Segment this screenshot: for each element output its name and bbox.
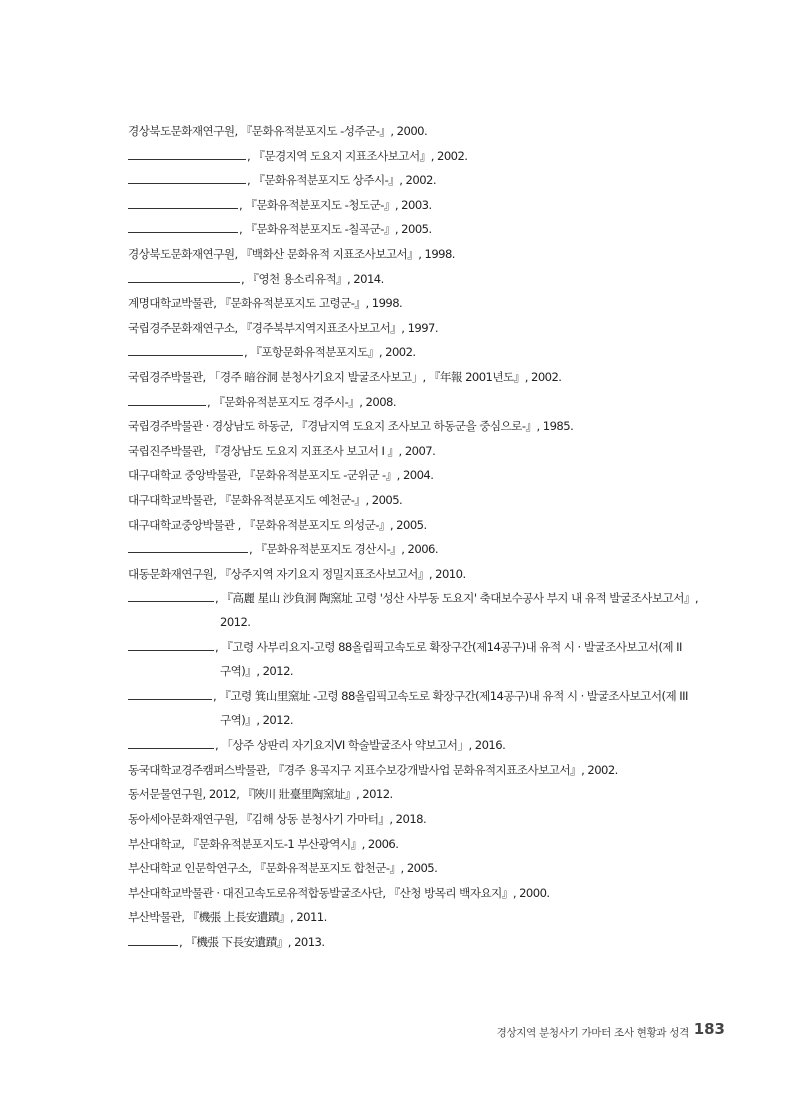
same-author-dash — [128, 171, 246, 184]
same-author-dash — [128, 220, 238, 233]
reference-text: , 『고령 사부리요지-고령 88올림픽고속도로 확장구간(제14공구)내 유적 시 · 발굴조사보고서(제 II — [215, 640, 682, 655]
reference-text: 계명대학교박물관, 『문화유적분포지도 고령군-』, 1998. — [128, 296, 403, 311]
reference-entry — [128, 220, 748, 245]
same-author-dash — [128, 343, 243, 356]
reference-entry — [128, 442, 748, 467]
reference-text: 국립경주박물관, 「경주 暗谷洞 분청사기요지 발굴조사보고」, 『年報 2001년도』, 2002. — [128, 369, 562, 384]
same-author-dash — [128, 589, 214, 602]
reference-list — [128, 122, 748, 958]
reference-entry — [128, 884, 748, 909]
reference-entry — [128, 171, 748, 196]
reference-entry — [128, 687, 748, 736]
reference-entry — [128, 196, 748, 221]
reference-continuation: 2012. — [220, 615, 251, 630]
reference-entry — [128, 785, 748, 810]
reference-entry — [128, 835, 748, 860]
reference-text: 대구대학교중앙박물관 , 『문화유적분포지도 의성군-』, 2005. — [128, 517, 427, 532]
reference-entry — [128, 761, 748, 786]
reference-text: , 『문경지역 도요지 지표조사보고서』, 2002. — [247, 148, 468, 163]
reference-entry — [128, 393, 748, 418]
reference-text: , 『문화유적분포지도 경산시-』, 2006. — [249, 542, 438, 557]
reference-text: 동서문물연구원, 2012, 『陜川 壯臺里陶窯址』, 2012. — [128, 787, 393, 802]
reference-text: 동국대학교경주캠퍼스박물관, 『경주 용곡지구 지표수보강개발사업 문화유적지표조사보고서』, 2002. — [128, 762, 618, 777]
reference-text: 부산대학교박물관 · 대진고속도로유적합동발굴조사단, 『산청 방목리 백자요지』, 2000. — [128, 885, 550, 900]
reference-text: 국립경주박물관 · 경상남도 하동군, 『경남지역 도요지 조사보고 하동군을 중심으로-』, 1985. — [128, 419, 574, 434]
reference-entry — [128, 147, 748, 172]
reference-entry — [128, 368, 748, 393]
page-number: 183 — [693, 1020, 725, 1038]
reference-entry — [128, 343, 748, 368]
reference-text: , 『포항문화유적분포지도』, 2002. — [244, 345, 416, 360]
reference-continuation: 구역)』, 2012. — [220, 713, 294, 728]
reference-text: 경상북도문화재연구원, 『백화산 문화유적 지표조사보고서』, 1998. — [128, 246, 455, 261]
reference-text: 국립진주박물관, 『경상남도 도요지 지표조사 보고서 I 』, 2007. — [128, 443, 436, 458]
reference-entry — [128, 516, 748, 541]
reference-text: , 「상주 상판리 자기요지VI 학술발굴조사 약보고서」, 2016. — [215, 738, 506, 753]
reference-text: 경상북도문화재연구원, 『문화유적분포지도 -성주군-』, 2000. — [128, 124, 428, 138]
reference-text: 부산대학교 인문학연구소, 『문화유적분포지도 합천군-』, 2005. — [128, 861, 438, 876]
running-title: 경상지역 분청사기 가마터 조사 현황과 성격 — [496, 1027, 689, 1039]
same-author-dash — [128, 736, 214, 749]
reference-entry — [128, 491, 748, 516]
reference-entry — [128, 417, 748, 442]
same-author-dash — [128, 933, 178, 946]
same-author-dash — [128, 638, 214, 651]
reference-entry — [128, 466, 748, 491]
same-author-dash — [128, 540, 248, 553]
reference-text: , 『機張 下長安遺蹟』, 2013. — [179, 935, 325, 950]
reference-text: , 『문화유적분포지도 -칠곡군-』, 2005. — [239, 222, 432, 237]
same-author-dash — [128, 687, 212, 700]
same-author-dash — [128, 196, 238, 209]
reference-entry — [128, 589, 748, 638]
reference-text: , 『고령 箕山里窯址 -고령 88올림픽고속도로 확장구간(제14공구)내 유적 시 · 발굴조사보고서(제 III — [213, 689, 688, 704]
reference-text: , 『영천 용소리유적』, 2014. — [241, 271, 384, 286]
reference-text: 대구대학교 중앙박물관, 『문화유적분포지도 -군위군 -』, 2004. — [128, 468, 434, 483]
reference-entry — [128, 565, 748, 590]
reference-text: 대구대학교박물관, 『문화유적분포지도 예천군-』, 2005. — [128, 492, 403, 507]
reference-entry — [128, 908, 748, 933]
reference-entry — [128, 810, 748, 835]
reference-text: 대동문화재연구원, 『상주지역 자기요지 정밀지표조사보고서』, 2010. — [128, 566, 466, 581]
reference-text: , 『문화유적분포지도 경주시-』, 2008. — [207, 394, 396, 409]
reference-text: , 『문화유적분포지도 -청도군-』, 2003. — [239, 197, 432, 212]
same-author-dash — [128, 393, 206, 406]
reference-entry — [128, 294, 748, 319]
same-author-dash — [128, 147, 246, 160]
reference-text: 동아세아문화재연구원, 『김해 상동 분청사기 가마터』, 2018. — [128, 812, 427, 827]
reference-text: 국립경주문화재연구소, 『경주북부지역지표조사보고서』, 1997. — [128, 320, 439, 335]
same-author-dash — [128, 270, 240, 283]
reference-text: 부산대학교, 『문화유적분포지도-1 부산광역시』, 2006. — [128, 836, 399, 851]
reference-text: , 『문화유적분포지도 상주시-』, 2002. — [247, 173, 436, 188]
reference-entry — [128, 245, 748, 270]
reference-entry — [128, 540, 748, 565]
reference-entry — [128, 319, 748, 344]
reference-entry — [128, 270, 748, 295]
reference-entry — [128, 122, 748, 147]
page-footer — [0, 1020, 807, 1040]
reference-entry — [128, 736, 748, 761]
reference-entry — [128, 638, 748, 687]
reference-entry — [128, 933, 748, 958]
reference-text: 부산박물관, 『機張 上長安遺蹟』, 2011. — [128, 910, 327, 925]
reference-continuation: 구역)』, 2012. — [220, 664, 294, 679]
reference-text: , 『高麗 星山 沙負洞 陶窯址 고령 '성산 사부동 도요지' 축대보수공사 부지 내 유적 발굴조사보고서』, — [215, 591, 699, 606]
reference-entry — [128, 859, 748, 884]
